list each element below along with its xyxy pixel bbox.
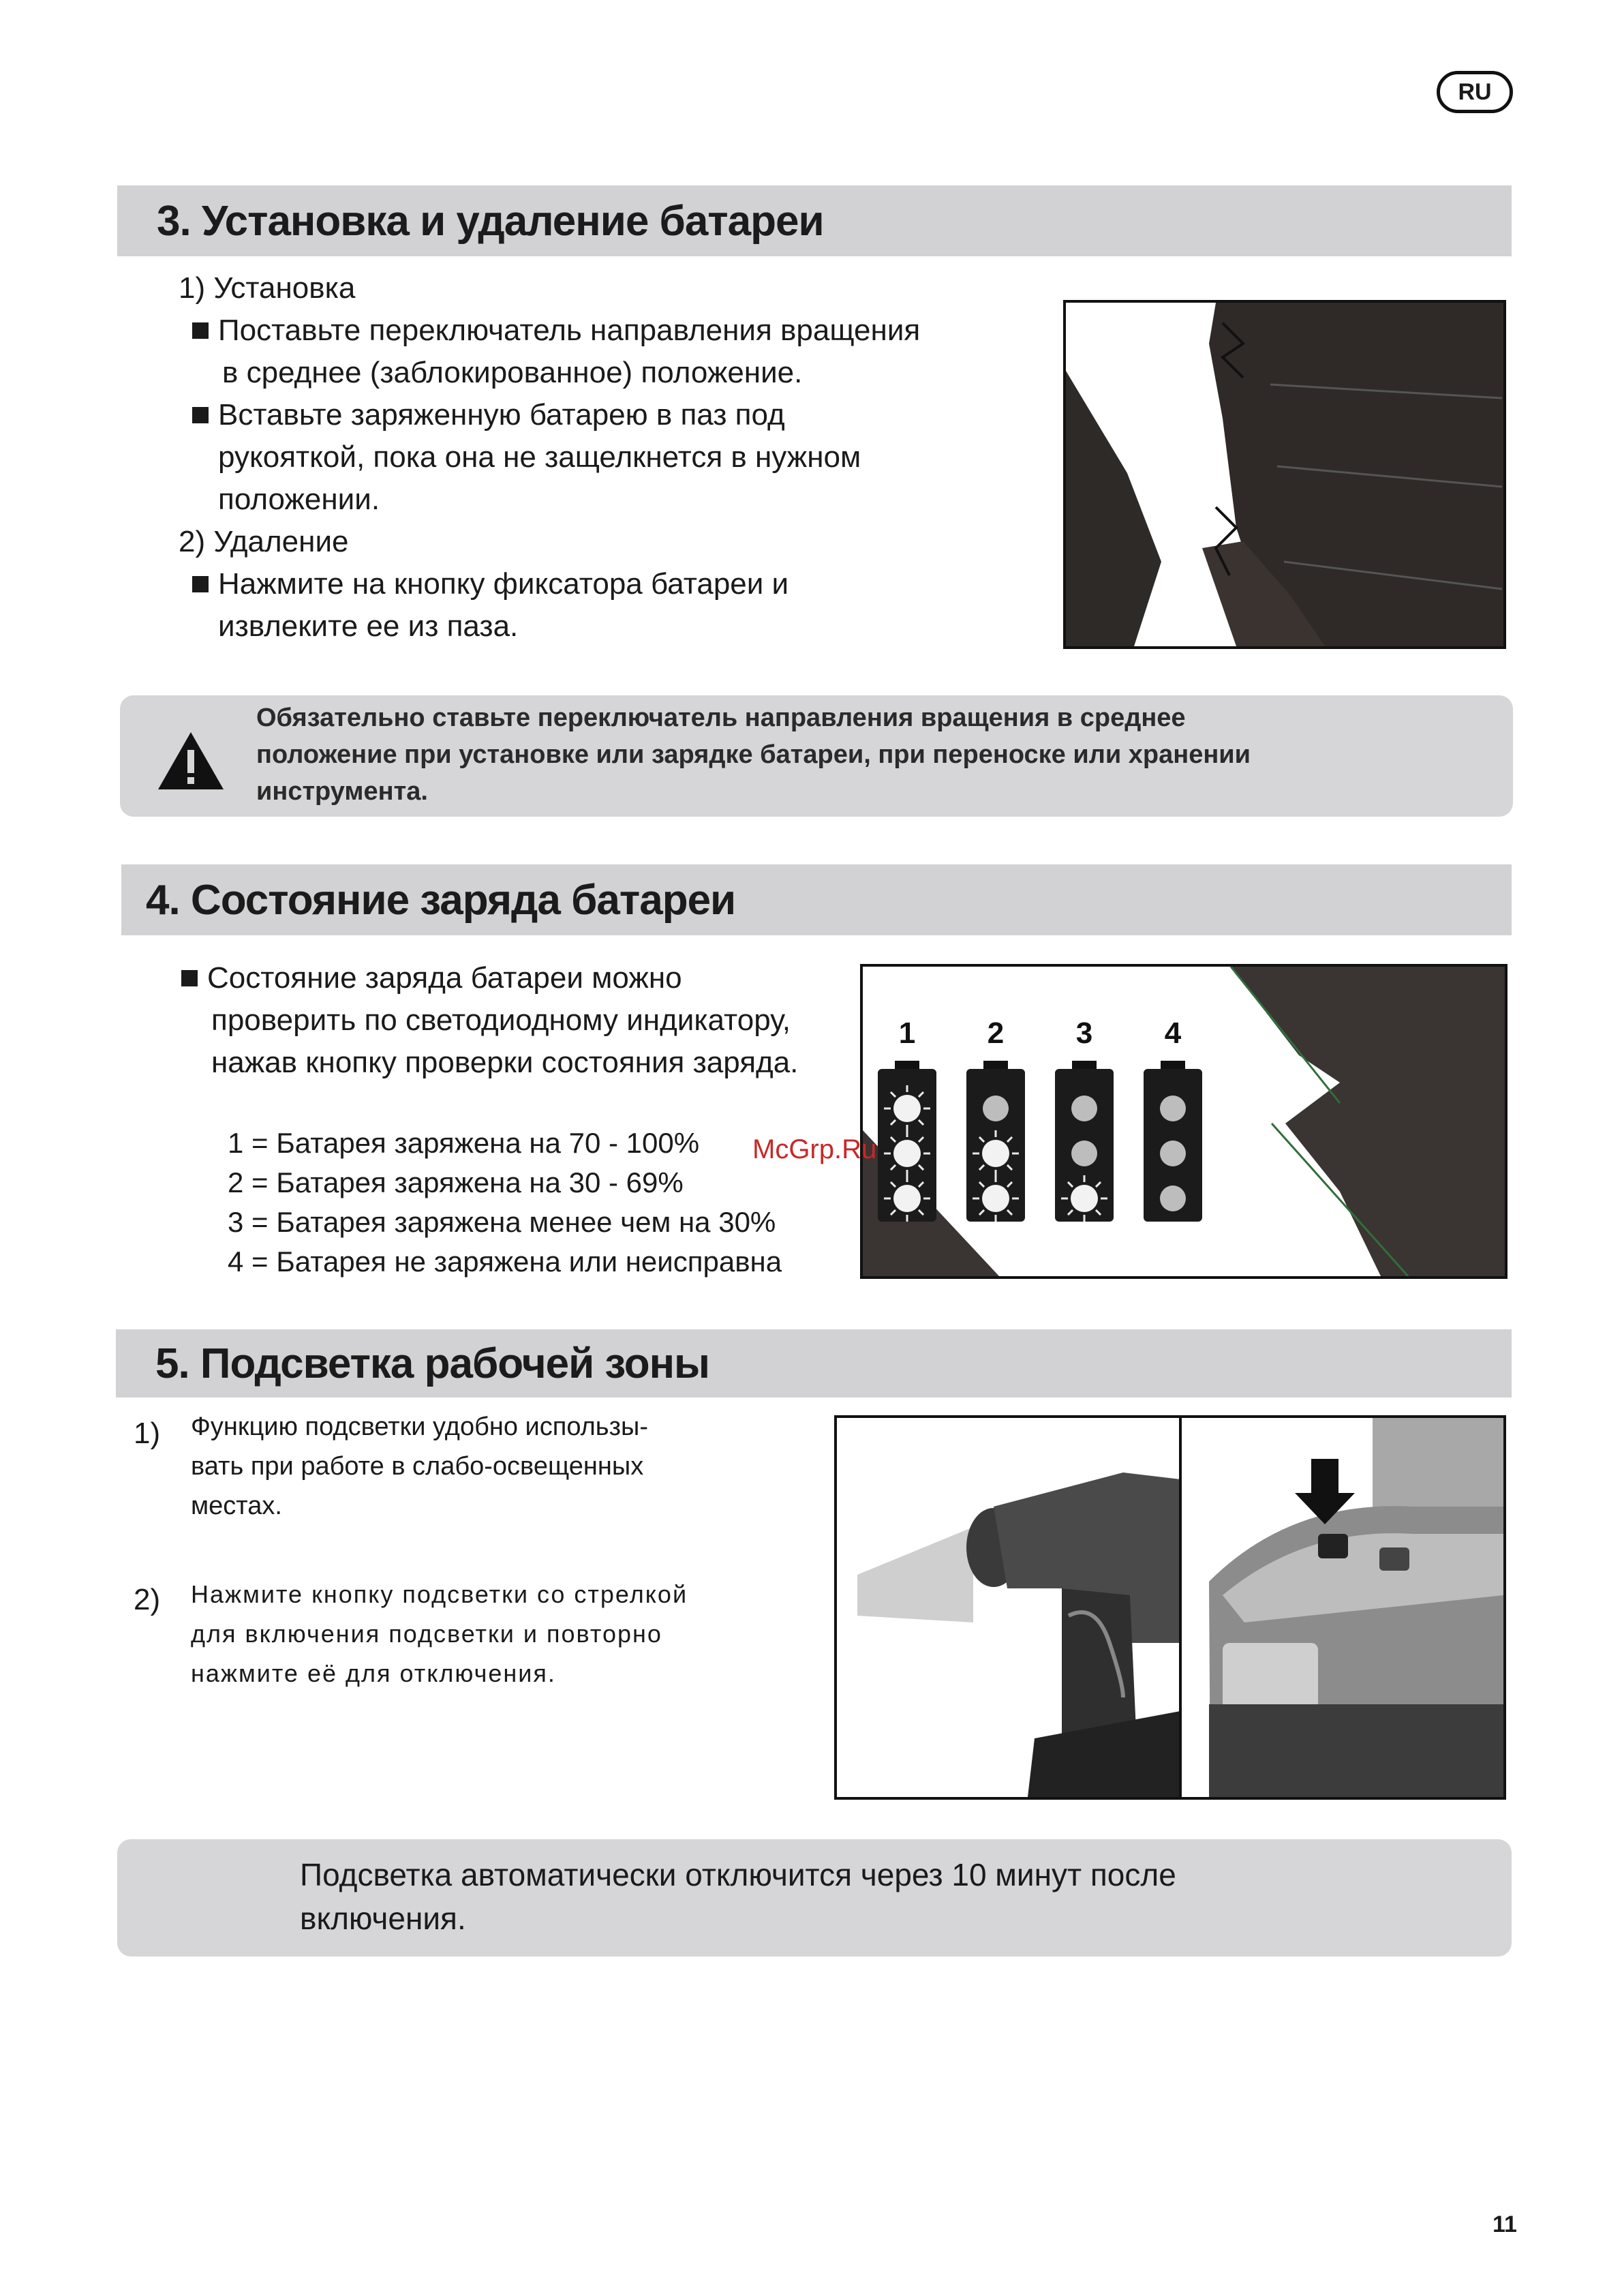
led-lit <box>893 1140 921 1167</box>
charge-intro-3: нажав кнопку проверки состояния заряда. <box>211 1046 799 1079</box>
battery-install-illustration <box>1063 300 1506 649</box>
light-button-drawing <box>1182 1418 1503 1797</box>
legend-row-3: 3 = Батарея заряжена менее чем на 30% <box>228 1206 776 1238</box>
led-lit <box>893 1185 921 1212</box>
battery-terminal <box>983 1061 1008 1070</box>
led-lit <box>982 1140 1009 1167</box>
warning-line-2: положение при установке или зарядке батареи, при переноске или хранении <box>256 740 1251 769</box>
battery-terminal <box>895 1061 919 1070</box>
drill-battery-drawing <box>1066 303 1503 646</box>
led-off <box>1071 1096 1097 1121</box>
charge-intro-1: Состояние заряда батареи можно <box>181 957 682 999</box>
section-5-title: 5. Подсветка рабочей зоны <box>155 1340 709 1387</box>
led-indicator-drawing <box>863 967 1505 1276</box>
legend-row-4: 4 = Батарея не заряжена или неисправна <box>228 1245 782 1278</box>
item-2-line-2: для включения подсветки и повторно <box>191 1620 662 1648</box>
battery-terminal <box>1072 1061 1097 1070</box>
item-2-text <box>191 1575 804 1693</box>
section-3-header <box>117 185 1512 256</box>
remove-heading: 2) Удаление <box>179 525 349 558</box>
install-bullet-2-cont: рукояткой, пока она не защелкнется в нужном <box>218 440 861 474</box>
install-heading: 1) Установка <box>179 271 356 305</box>
indicator-label-3: 3 <box>1075 1016 1093 1050</box>
remove-bullet-cont: извлеките ее из паза. <box>218 609 519 643</box>
install-bullet-1-cont: в среднее (заблокированное) положение. <box>222 356 803 389</box>
section-5-header <box>116 1329 1512 1398</box>
indicator-label-1: 1 <box>898 1016 916 1050</box>
led-off <box>1071 1141 1097 1166</box>
legend-row-1: 1 = Батарея заряжена на 70 - 100% <box>228 1127 700 1159</box>
led-indicator-illustration <box>860 964 1508 1279</box>
item-2-number: 2) <box>134 1583 161 1616</box>
led-lit <box>1071 1185 1098 1212</box>
install-bullet-1: Поставьте переключатель направления вращения <box>192 309 920 352</box>
charge-intro-2: проверить по светодиодному индикатору, <box>211 1003 791 1037</box>
led-lit <box>982 1185 1009 1212</box>
led-lit <box>893 1095 921 1122</box>
remove-bullet: Нажмите на кнопку фиксатора батареи и <box>192 563 789 605</box>
install-bullet-2: Вставьте заряженную батарею в паз под <box>192 394 785 436</box>
item-1-number: 1) <box>134 1417 161 1450</box>
item-2-line-1: Нажмите кнопку подсветки со стрелкой <box>191 1580 688 1608</box>
led-off <box>983 1096 1009 1121</box>
light-note-line-2: включения. <box>300 1901 466 1936</box>
install-bullet-2-cont2: положении. <box>218 483 380 516</box>
watermark: McGrp.Ru <box>752 1134 877 1164</box>
drill-with-light-drawing <box>837 1418 1180 1797</box>
light-button-illustration <box>1179 1415 1506 1800</box>
section-4-title: 4. Состояние заряда батареи <box>146 876 736 924</box>
light-note-line-1: Подсветка автоматически отключится через 10 минут после <box>300 1857 1176 1892</box>
indicator-label-4: 4 <box>1164 1016 1182 1050</box>
legend-row-2: 2 = Батарея заряжена на 30 - 69% <box>228 1166 684 1198</box>
indicator-label-2: 2 <box>987 1016 1005 1050</box>
warning-triangle-icon <box>155 729 226 792</box>
language-badge: RU <box>1437 71 1513 113</box>
item-2-line-3: нажмите её для отключения. <box>191 1659 556 1687</box>
item-1-line-3: местах. <box>191 1492 282 1520</box>
led-off <box>1160 1096 1186 1121</box>
warning-line-3: инструмента. <box>256 777 428 806</box>
led-off <box>1160 1185 1186 1211</box>
item-1-line-1: Функцию подсветки удобно использы- <box>191 1413 648 1441</box>
section-3-title: 3. Установка и удаление батареи <box>157 197 824 245</box>
led-off <box>1160 1141 1186 1166</box>
battery-terminal <box>1161 1061 1185 1070</box>
item-1-line-2: вать при работе в слабо-освещенных <box>191 1452 644 1481</box>
drill-light-illustration <box>834 1415 1183 1800</box>
item-1-text <box>191 1407 804 1526</box>
page-number: 11 <box>1493 2211 1517 2237</box>
warning-line-1: Обязательно ставьте переключатель направления вращения в среднее <box>256 704 1186 732</box>
section-4-header <box>121 864 1512 935</box>
